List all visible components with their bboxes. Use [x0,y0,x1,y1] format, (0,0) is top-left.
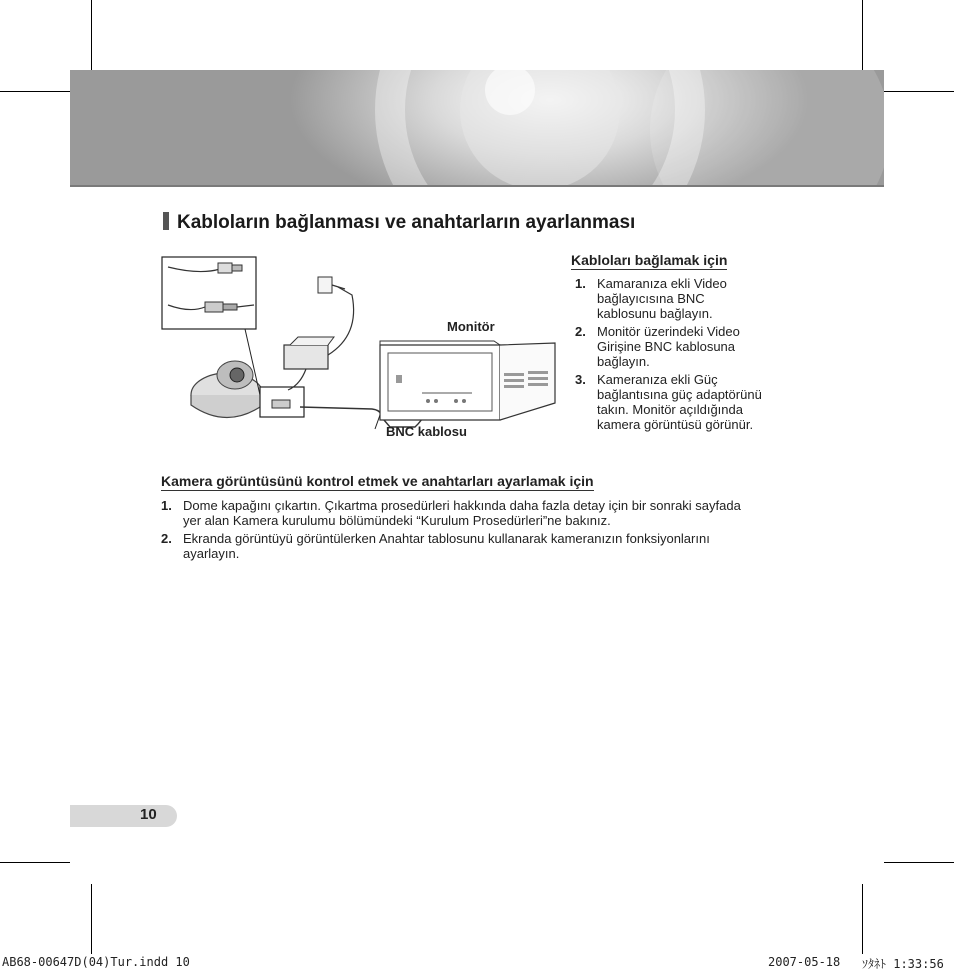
crop-mark [884,862,954,863]
footer-file: AB68-00647D(04)Tur.indd 10 [2,955,190,969]
control-heading: Kamera görüntüsünü kontrol etmek ve anahtarları ayarlamak için [161,473,594,489]
page-number: 10 [140,806,157,823]
crop-mark [0,862,70,863]
header-banner [70,70,884,187]
title-marker-icon [163,212,169,230]
footer-date: 2007-05-18 [768,955,841,969]
connect-heading: Kabloları bağlamak için [571,252,728,268]
list-item: 3. Kameranıza ekli Güç bağlantısına güç adaptörünü takın. Monitör açıldığında kamera görüntüsü görünür. [575,372,762,432]
connection-diagram-icon [160,255,560,450]
crop-mark [884,91,954,92]
crop-mark [862,884,863,954]
crop-mark [0,91,70,92]
crop-mark [91,0,92,70]
list-item: 1. Kamaranıza ekli Video bağlayıcısına BNC kablosunu bağlayın. [575,276,727,321]
footer-time: ｿﾀﾈﾄ 1:33:56 [862,957,944,971]
connection-illustration [160,255,560,450]
page-number-tab [70,805,177,827]
lens-decoration-icon [70,70,884,187]
crop-mark [862,0,863,70]
monitor-label: Monitör [447,319,495,334]
section-title: Kabloların bağlanması ve anahtarların ayarlanması [163,212,635,234]
connect-steps-list [575,276,763,435]
control-steps-list [161,498,761,564]
list-item: 2. Ekranda görüntüyü görüntülerken Anahtar tablosunu kullanarak kameranızın fonksiyonlarını ayarlayın. [161,531,710,561]
list-item: 1. Dome kapağını çıkartın. Çıkartma prosedürleri hakkında daha fazla detay için bir sonraki sayfada yer alan Kamera kurulumu bölümündeki “Kurulum Prosedürleri”ne bakınız. [161,498,741,528]
list-item: 2. Monitör üzerindeki Video Girişine BNC kablosuna bağlayın. [575,324,740,369]
crop-mark [91,884,92,954]
bnc-cable-label: BNC kablosu [386,424,467,439]
